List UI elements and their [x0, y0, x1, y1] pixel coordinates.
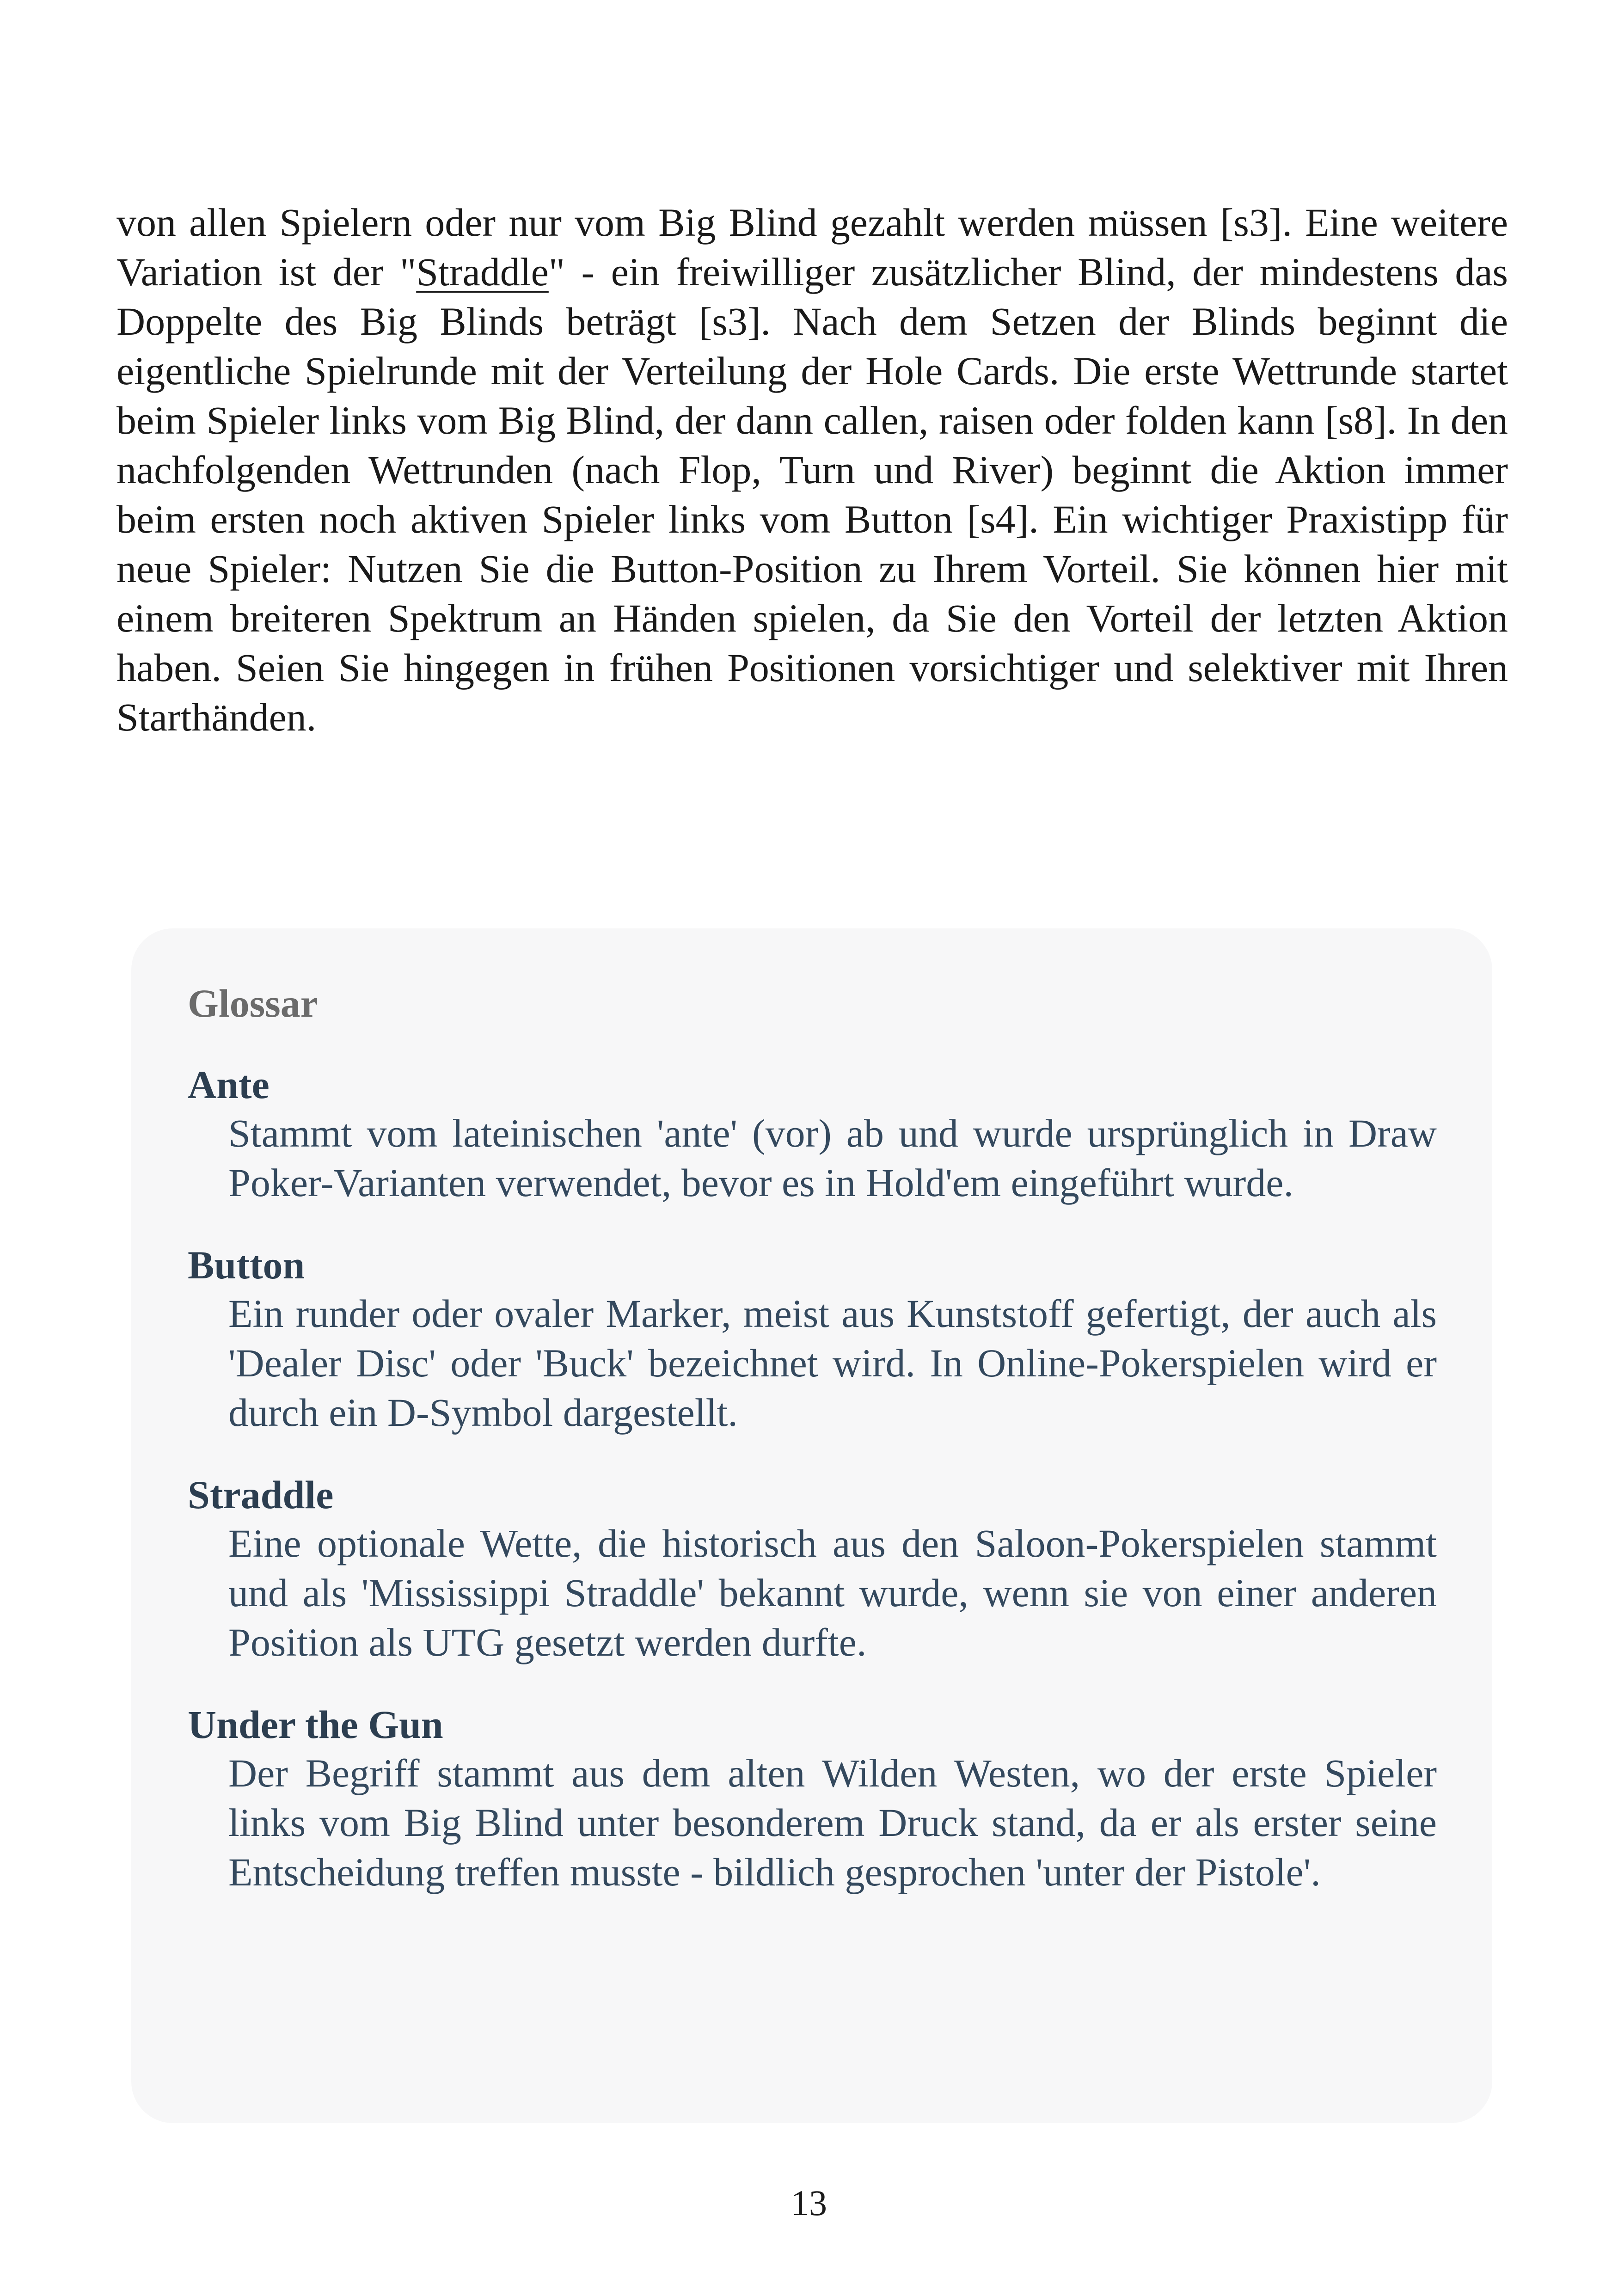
- glossary-term: Ante: [188, 1062, 270, 1107]
- glossary-box: [131, 928, 1492, 2123]
- glossary-entry-ante: [188, 1062, 1437, 1208]
- glossary-entry-straddle: [188, 1472, 1437, 1667]
- glossary-term: Under the Gun: [188, 1702, 443, 1747]
- glossary-term: Straddle: [188, 1473, 334, 1517]
- body-text-part-1: von allen Spielern oder nur vom Big Blind gezahlt werden müssen [s3]. Eine weitere Variation ist der ": [116, 200, 1508, 294]
- page-number: 13: [791, 2183, 827, 2223]
- glossary-title: Glossar: [188, 981, 318, 1025]
- glossary-definition: Der Begriff stammt aus dem alten Wilden Westen, wo der erste Spieler links vom Big Blind unter besonderem Druck stand, da er als erster seine Entscheidung treffen musste - bildlich gesprochen 'unter der Pistole'.: [228, 1751, 1437, 1894]
- body-paragraph: [116, 198, 1508, 742]
- body-text-part-2: " - ein freiwilliger zusätzlicher Blind, der mindestens das Doppelte des Big Blinds beträgt [s3]. Nach dem Setzen der Blinds beginnt die eigentliche Spielrunde mit der Verteilung der Hole Cards. Die erste Wettrunde startet beim Spieler links vom Big Blind, der dann callen, raisen oder folden kann [s8]. In den nachfolgenden Wettrunden (nach Flop, Turn und River) beginnt die Aktion immer beim ersten noch aktiven Spieler links vom Button [s4]. Ein wichtiger Praxistipp für neue Spieler: Nutzen Sie die Button-Position zu Ihrem Vorteil. Sie können hier mit einem breiteren Spektrum an Händen spielen, da Sie den Vorteil der letzten Aktion haben. Seien Sie hingegen in frühen Positionen vorsichtiger und selektiver mit Ihren Starthänden.: [116, 250, 1508, 739]
- straddle-link[interactable]: Straddle: [416, 250, 549, 294]
- glossary-entry-button: [188, 1242, 1437, 1437]
- glossary-entry-under-the-gun: [188, 1701, 1437, 1897]
- glossary-definition: Ein runder oder ovaler Marker, meist aus Kunststoff gefertigt, der auch als 'Dealer Disc' oder 'Buck' bezeichnet wird. In Online-Pokerspielen wird er durch ein D-Symbol dargestellt.: [228, 1291, 1437, 1435]
- glossary-term: Button: [188, 1243, 305, 1287]
- glossary-definition: Stammt vom lateinischen 'ante' (vor) ab und wurde ursprünglich in Draw Poker-Varianten verwendet, bevor es in Hold'em eingeführt wurde.: [228, 1111, 1437, 1205]
- glossary-definition: Eine optionale Wette, die historisch aus den Saloon-Pokerspielen stammt und als 'Mississippi Straddle' bekannt wurde, wenn sie von einer anderen Position als UTG gesetzt werden durfte.: [228, 1521, 1437, 1664]
